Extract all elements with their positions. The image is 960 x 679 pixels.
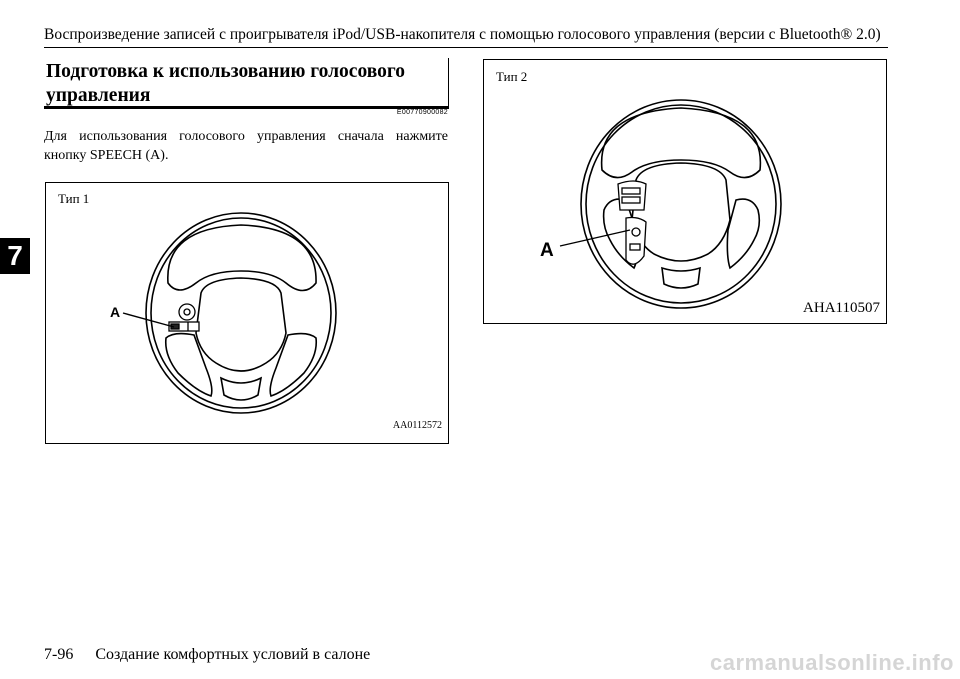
running-header: Воспроизведение записей с проигрывателя iPod/USB-накопителя с помощью голосового управления (версии с Bluetooth® 2.0) xyxy=(44,26,881,43)
figure-type-2 xyxy=(483,59,887,324)
figure-code: AA0112572 xyxy=(392,420,442,431)
steering-wheel-illustration-type-2 xyxy=(484,60,885,322)
footer-chapter-title: Создание комфортных условий в салоне xyxy=(95,646,371,663)
steering-wheel-illustration-type-1 xyxy=(46,183,447,442)
section-title: Подготовка к использованию голосового управления xyxy=(46,61,405,106)
figure-code: AHA110507 xyxy=(803,300,880,316)
figure-type-1 xyxy=(45,182,449,444)
page-footer xyxy=(44,646,370,664)
section-code: E00770900082 xyxy=(396,109,448,116)
watermark: carmanualsonline.info xyxy=(710,650,954,675)
figure-label: Тип 1 xyxy=(58,191,90,206)
chapter-tab: 7 xyxy=(0,238,30,274)
body-paragraph: Для использования голосового управления сначала нажмите кнопку SPEECH (A). xyxy=(44,129,448,163)
page-number: 7-96 xyxy=(44,646,74,663)
header-rule xyxy=(44,47,888,48)
callout-a: A xyxy=(110,304,121,320)
figure-label: Тип 2 xyxy=(496,69,528,84)
callout-a: A xyxy=(540,240,554,261)
